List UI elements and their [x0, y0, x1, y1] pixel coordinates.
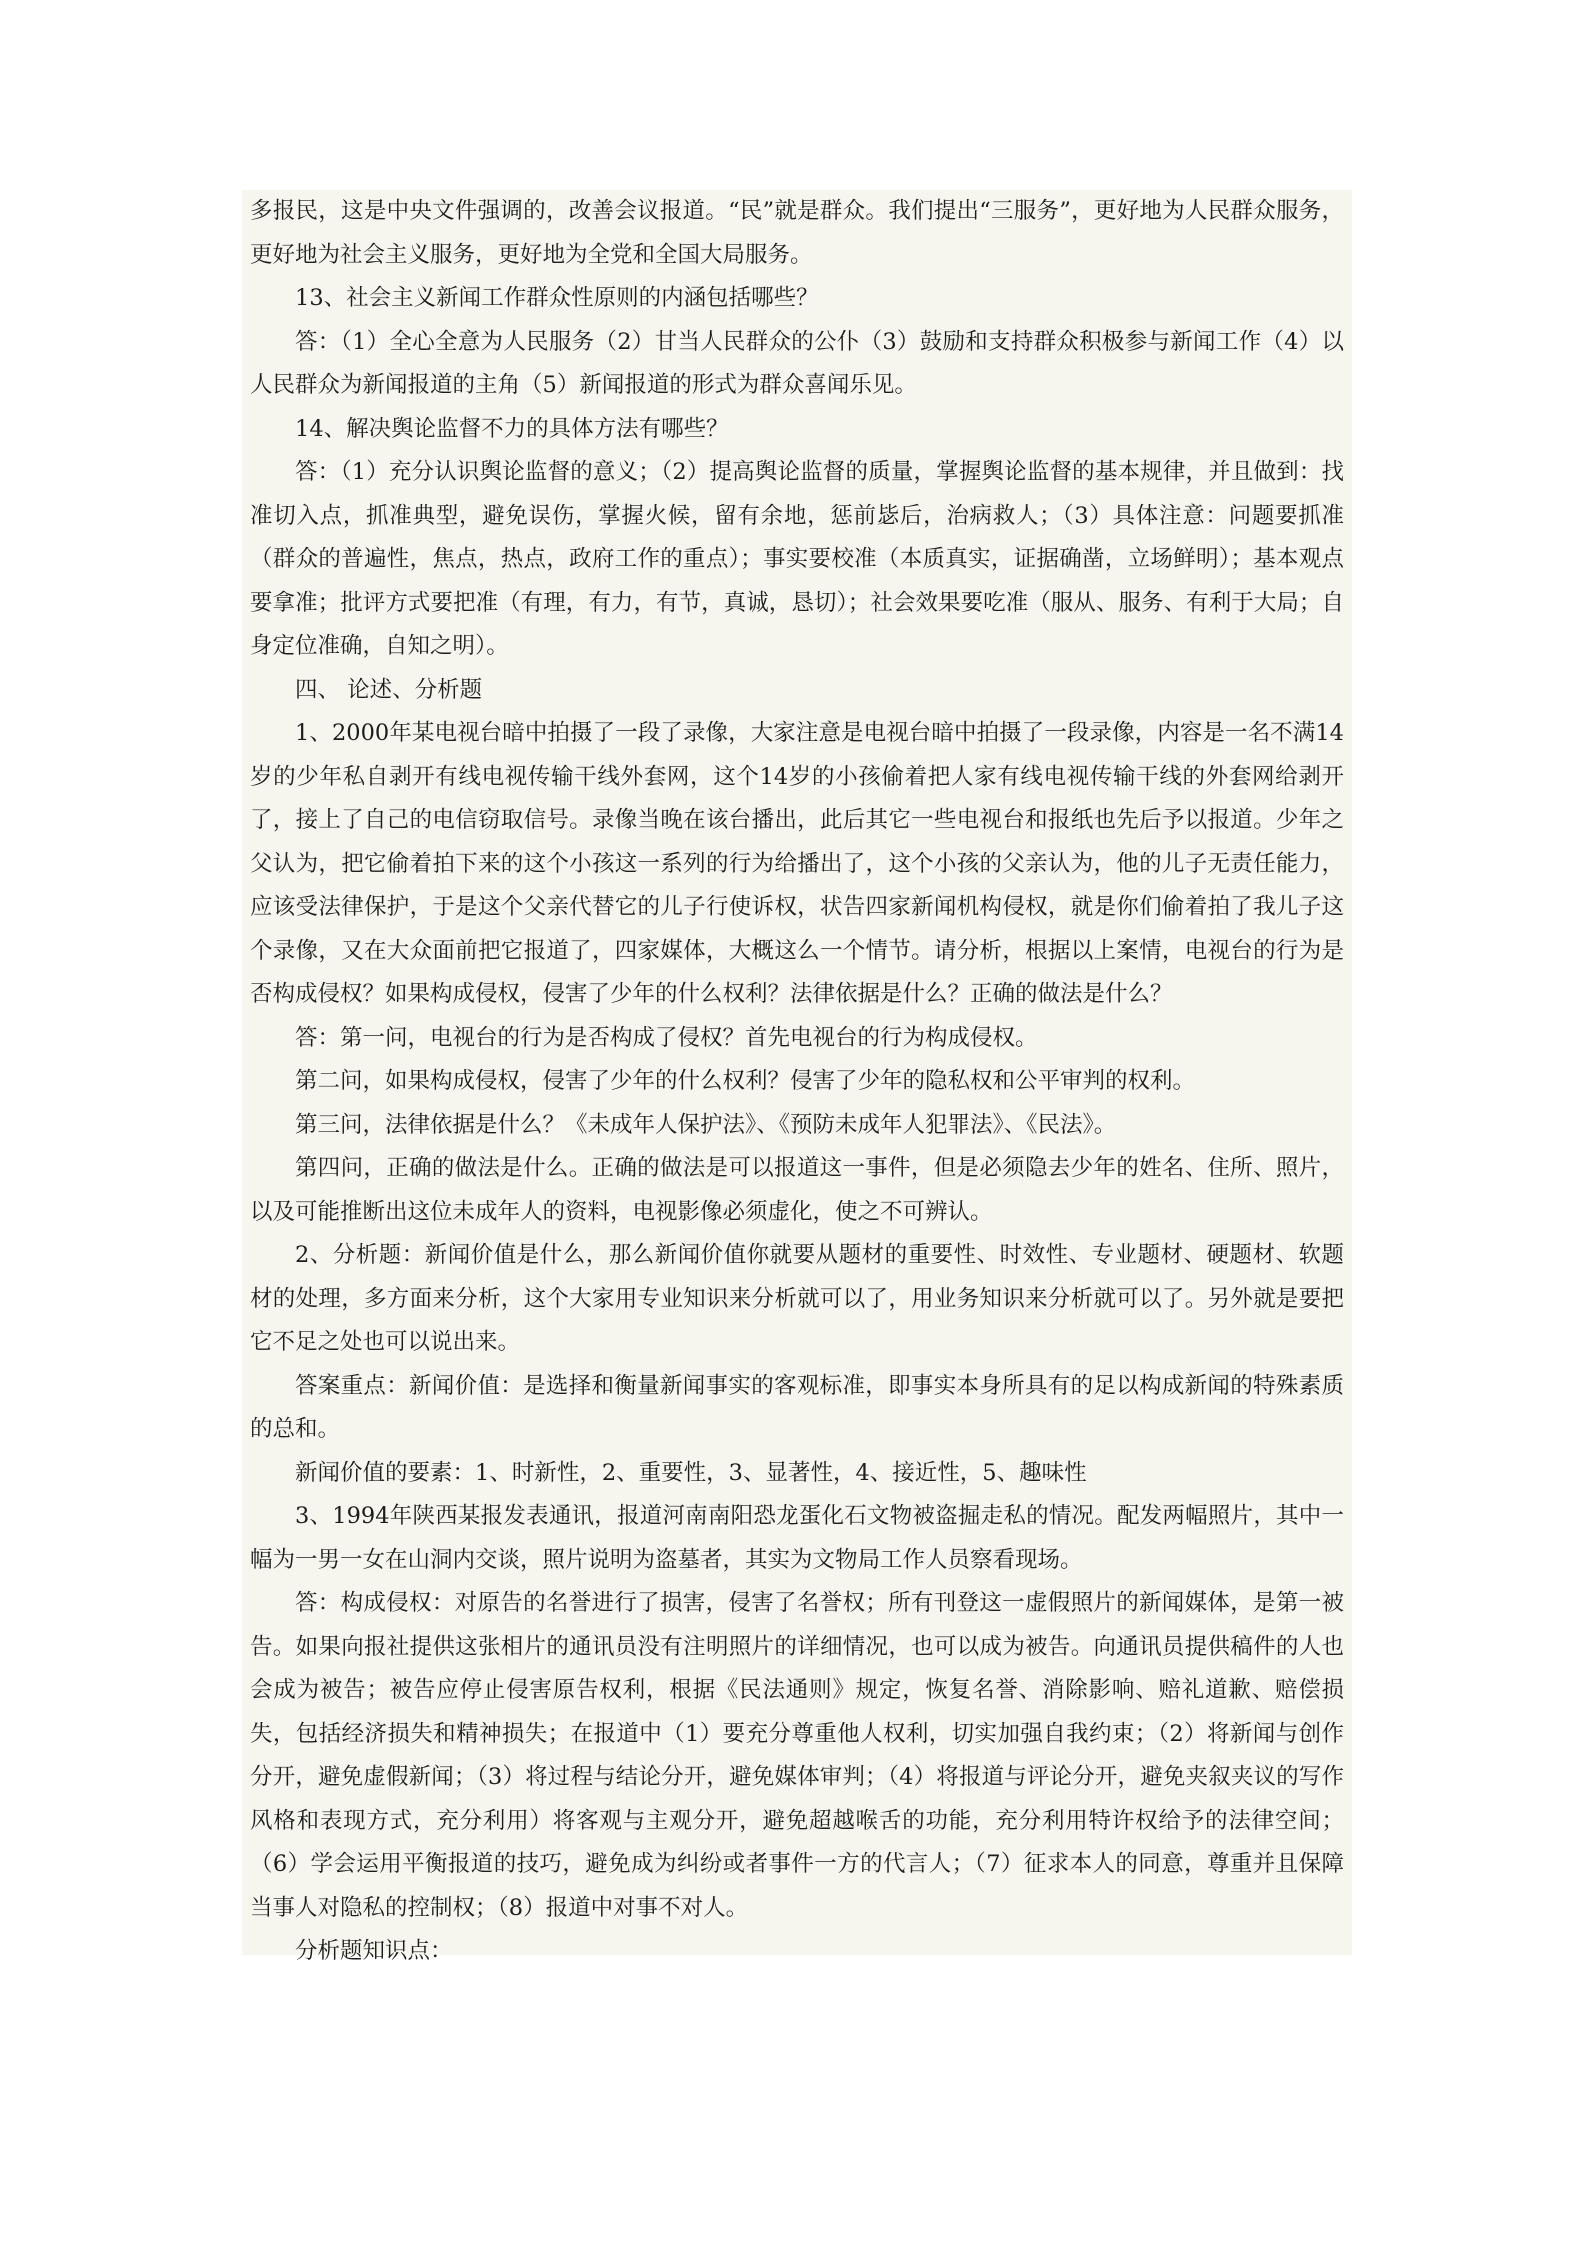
case-1-answer-q1: 答：第一问，电视台的行为是否构成了侵权？首先电视台的行为构成侵权。	[295, 1024, 1038, 1051]
analysis-question-2: 2、分析题：新闻价值是什么，那么新闻价值你就要从题材的重要性、时效性、专业题材、硬题材、软题材的处理，多方面来分析，这个大家用专业知识来分析就可以了，用业务知识来分析就可以了。另外就是要把它不足之处也可以说出来。	[250, 1242, 1344, 1355]
case-3: 3、1994年陕西某报发表通讯，报道河南南阳恐龙蛋化石文物被盗掘走私的情况。配发两幅照片，其中一幅为一男一女在山洞内交谈，照片说明为盗墓者，其实为文物局工作人员察看现场。	[250, 1503, 1344, 1573]
section-heading-4: 四、 论述、分析题	[295, 676, 483, 703]
document-text-block	[242, 190, 1352, 1964]
news-value-elements: 新闻价值的要素：1、时新性，2、重要性，3、显著性，4、接近性，5、趣味性	[295, 1459, 1087, 1486]
question-13: 13、社会主义新闻工作群众性原则的内涵包括哪些？	[295, 285, 819, 311]
paragraph-intro-continuation: 多报民，这是中央文件强调的，改善会议报道。“民”就是群众。我们提出“三服务”，更好地为人民群众服务，更好地为社会主义服务，更好地为全党和全国大局服务。	[250, 198, 1344, 268]
question-14: 14、解决舆论监督不力的具体方法有哪些？	[295, 415, 729, 442]
answer-13: 答：（1）全心全意为人民服务（2）甘当人民群众的公仆（3）鼓励和支持群众积极参与新闻工作（4）以人民群众为新闻报道的主角（5）新闻报道的形式为群众喜闻乐见。	[250, 328, 1344, 398]
case-1: 1、2000年某电视台暗中拍摄了一段了录像，大家注意是电视台暗中拍摄了一段录像，内容是一名不满14岁的少年私自剥开有线电视传输干线外套网，这个14岁的小孩偷着把人家有线电视传输干线的外套网给剥开了，接上了自己的电信窃取信号。录像当晚在该台播出，此后其它一些电视台和报纸也先后予以报道。少年之父认为，把它偷着拍下来的这个小孩这一系列的行为给播出了，这个小孩的父亲认为，他的儿子无责任能力，应该受法律保护，于是这个父亲代替它的儿子行使诉权，状告四家新闻机构侵权，就是你们偷着拍了我儿子这个录像，又在大众面前把它报道了，四家媒体，大概这么一个情节。请分析，根据以上案情，电视台的行为是否构成侵权？如果构成侵权，侵害了少年的什么权利？法律依据是什么？正确的做法是什么？	[250, 720, 1344, 1007]
case-1-answer-q3: 第三问，法律依据是什么？《未成年人保护法》、《预防未成年人犯罪法》、《民法》。	[295, 1111, 1117, 1138]
case-1-answer-q4: 第四问，正确的做法是什么。正确的做法是可以报道这一事件，但是必须隐去少年的姓名、住所、照片，以及可能推断出这位未成年人的资料，电视影像必须虚化，使之不可辨认。	[250, 1155, 1344, 1225]
case-3-answer: 答：构成侵权：对原告的名誉进行了损害，侵害了名誉权；所有刊登这一虚假照片的新闻媒体，是第一被告。如果向报社提供这张相片的通讯员没有注明照片的详细情况，也可以成为被告。向通讯员提供稿件的人也会成为被告；被告应停止侵害原告权利，根据《民法通则》规定，恢复名誉、消除影响、赔礼道歉、赔偿损失，包括经济损失和精神损失；在报道中（1）要充分尊重他人权利，切实加强自我约束；（2）将新闻与创作分开，避免虚假新闻；（3）将过程与结论分开，避免媒体审判；（4）将报道与评论分开，避免夹叙夹议的写作风格和表现方式，充分利用）将客观与主观分开，避免超越喉舌的功能，充分利用特许权给予的法律空间；（6）学会运用平衡报道的技巧，避免成为纠纷或者事件一方的代言人；（7）征求本人的同意，尊重并且保障当事人对隐私的控制权；（8）报道中对事不对人。	[250, 1590, 1344, 1921]
answer-14: 答：（1）充分认识舆论监督的意义；（2）提高舆论监督的质量，掌握舆论监督的基本规律，并且做到：找准切入点，抓准典型，避免误伤，掌握火候，留有余地，惩前毖后，治病救人；（3）具体注意：问题要抓准（群众的普遍性，焦点，热点，政府工作的重点）；事实要校准（本质真实，证据确凿，立场鲜明）；基本观点要拿准；批评方式要把准（有理，有力，有节，真诚，恳切）；社会效果要吃准（服从、服务、有利于大局；自身定位准确，自知之明）。	[250, 459, 1344, 659]
case-1-answer-q2: 第二问，如果构成侵权，侵害了少年的什么权利？侵害了少年的隐私权和公平审判的权利。	[295, 1068, 1196, 1094]
analysis-knowledge-points: 分析题知识点：	[295, 1938, 453, 1964]
analysis-2-key-points: 答案重点：新闻价值：是选择和衡量新闻事实的客观标准，即事实本身所具有的足以构成新闻的特殊素质的总和。	[250, 1372, 1344, 1442]
